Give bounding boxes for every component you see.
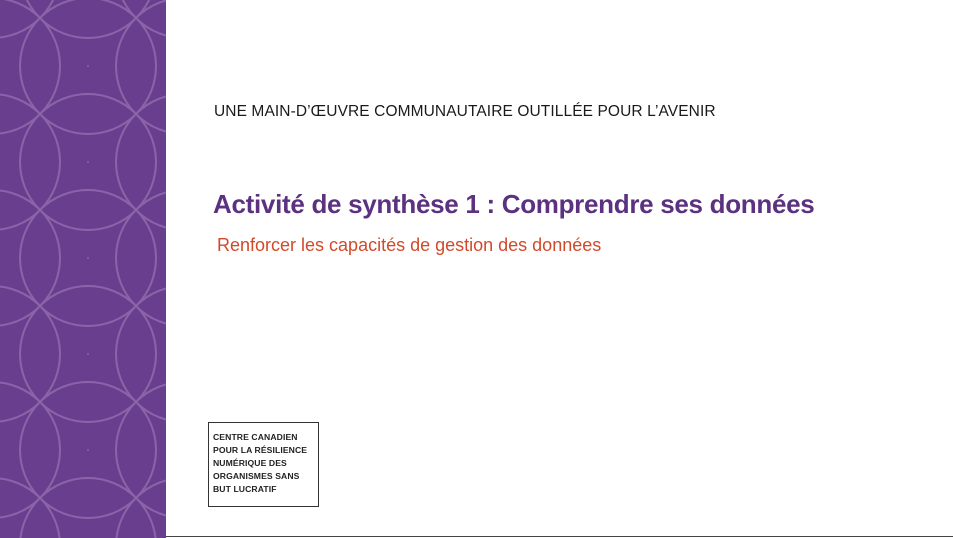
logo-line: CENTRE CANADIEN bbox=[213, 432, 298, 442]
logo-line: ORGANISMES SANS bbox=[213, 471, 300, 481]
organization-logo bbox=[208, 422, 319, 507]
slide-title: Activité de synthèse 1 : Comprendre ses données bbox=[213, 189, 815, 219]
slide-subtitle: Renforcer les capacités de gestion des données bbox=[217, 235, 602, 255]
logo-line: NUMÉRIQUE DES bbox=[213, 458, 287, 468]
slide-kicker: UNE MAIN-D’ŒUVRE COMMUNAUTAIRE OUTILLÉE POUR L’AVENIR bbox=[214, 103, 716, 120]
logo-line: BUT LUCRATIF bbox=[213, 484, 277, 494]
ring-pattern-icon bbox=[0, 0, 166, 538]
decorative-sidebar bbox=[0, 0, 166, 538]
bottom-divider bbox=[166, 536, 953, 537]
logo-line: POUR LA RÉSILIENCE bbox=[213, 445, 308, 455]
